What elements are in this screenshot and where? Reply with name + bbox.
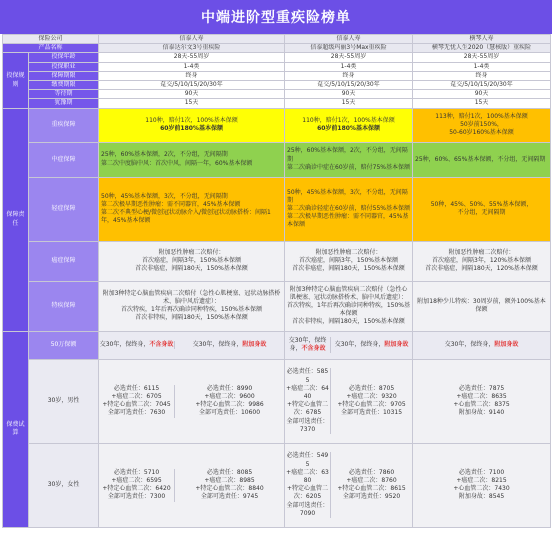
cancer-cell [285, 241, 413, 281]
section-premium: 保费试算 [3, 331, 29, 527]
premium-line: 必选责任：5710 [113, 468, 160, 476]
premium-split [99, 385, 284, 418]
premium-line: 必选责任：7100 [458, 468, 505, 476]
plan-header [331, 337, 412, 353]
premium-line: 全部可选责任：7630 [107, 409, 166, 417]
company-name: 横琴人寿 [413, 35, 551, 44]
cell-line: 附加恶性肿瘤二次赔付： [448, 248, 515, 256]
rule-value: 90天 [413, 90, 551, 99]
premium-cell [99, 443, 285, 527]
plan-header-main: 交30年，保终身， [444, 341, 495, 349]
cell-line: 25种，60%基本保额，2次，不分组，无间隔期 [287, 147, 408, 163]
premium-line: +癌症二次：8985 [204, 476, 255, 484]
premium-subcell [175, 385, 284, 418]
plan-header [285, 337, 331, 353]
critical-cell [285, 108, 413, 142]
plan-header-text [100, 341, 174, 349]
product-name: 信泰超级玛丽3号Max重疾险 [285, 44, 413, 53]
plan-header-split [285, 337, 412, 353]
premium-plan-header [285, 331, 413, 359]
premium-amount-label: 50万保额 [29, 331, 99, 359]
premium-line: +癌症二次：9320 [346, 392, 397, 400]
premium-line: +特定心血管二次：8840 [195, 485, 264, 493]
premium-plan-header [99, 331, 285, 359]
plan-header-note: 附加身故 [384, 341, 409, 349]
rule-value: 终身 [99, 71, 285, 80]
premium-line: +特定心血管二次：6420 [102, 485, 171, 493]
plan-header-main: 交30年，保终身， [288, 336, 327, 353]
premium-line: 必选责任：7860 [348, 468, 395, 476]
plan-header-note: 不含身故 [149, 341, 174, 349]
premium-subcell [99, 469, 175, 502]
special-cell [285, 281, 413, 331]
cancer-cell [99, 241, 285, 281]
section-coverage: 保障责任 [3, 108, 29, 331]
cell-line: 首次癌症，间隔3年，120%基本保额 [432, 257, 531, 265]
premium-subcell [331, 452, 412, 518]
plan-header-note: 附加身故 [242, 341, 267, 349]
cell-line: 第二次中度脑中风：首次中风，间隔一年，60%基本保额 [101, 159, 253, 167]
cell-line: 110种，赔付1次，100%基本保额 [302, 116, 395, 124]
mild-cell [285, 177, 413, 241]
premium-line: +特定心血管二次：9986 [195, 401, 264, 409]
cell-line: 附加3种特定心脑血管疾病二次赔付（急性心肌梗塞、冠状动脉搭桥术、脑中风后遗症）： [289, 285, 408, 301]
cell-line: 25种，60%、65%基本保额，不分组，无间隔期 [415, 155, 546, 163]
premium-line: +癌症二次：6380 [286, 468, 329, 484]
coverage-label-critical: 重疾保障 [29, 108, 99, 142]
cell-line: 首次非癌症，间隔180天，150%基本保额 [135, 265, 248, 273]
product-name: 信泰达尔文3号重疾险 [99, 44, 285, 53]
cell-line: 50种，45%基本保额，3次，不分组，无间隔期 [287, 188, 408, 204]
rule-value: 趸交/5/10/15/20/30年 [99, 81, 285, 90]
coverage-label-cancer: 癌症保障 [29, 241, 99, 281]
premium-line: 附加身故：9140 [458, 409, 505, 417]
premium-line: 必选责任：7875 [458, 384, 505, 392]
plan-header-main: 交30年，保终身， [99, 341, 150, 349]
plan-header-text [335, 341, 409, 349]
cell-line: 25种，60%基本保额，2次，不分组，无间隔期 [101, 151, 228, 159]
special-cell [99, 281, 285, 331]
cell-line: 首次癌症，间隔3年，150%基本保额 [142, 257, 241, 265]
premium-cell [99, 359, 285, 443]
coverage-label-special: 特疾保障 [29, 281, 99, 331]
cell-line: 附加恶性肿瘤二次赔付： [158, 248, 225, 256]
rule-label: 等待期 [29, 90, 99, 99]
premium-line: +癌症二次：8215 [456, 476, 507, 484]
premium-line: +癌症二次：8760 [346, 476, 397, 484]
premium-line: +心血管二次：8375 [453, 401, 510, 409]
coverage-label-mild: 轻症保障 [29, 177, 99, 241]
premium-line: 全部可选责任：10600 [198, 409, 261, 417]
cell-line: 50种，45%基本保额，3次，不分组，无间隔期 [101, 192, 228, 200]
special-cell [413, 281, 551, 331]
premium-line: 全部可选责任：9520 [342, 493, 401, 501]
cell-line: 50-60岁160%基本保额 [449, 129, 514, 137]
premium-subcell [99, 385, 175, 418]
rule-value: 趸交/5/10/15/20/30年 [413, 81, 551, 90]
premium-line: +特定心血管二次：7045 [102, 401, 171, 409]
mild-cell [413, 177, 551, 241]
cell-line: 首次非特疾，间隔180天，150%基本保额 [292, 318, 405, 326]
rule-label: 保障期限 [29, 71, 99, 80]
premium-split [285, 452, 412, 518]
rule-value: 28天-55周岁 [413, 53, 551, 62]
premium-row-label: 30岁，男性 [29, 359, 99, 443]
cell-line: 第二次确诊中症在60岁前，赔付75%基本保额 [287, 163, 410, 171]
premium-line: 附加身故：8545 [458, 493, 505, 501]
premium-subcell [285, 452, 331, 518]
plan-header-text [193, 341, 267, 349]
rule-value: 终身 [413, 71, 551, 80]
premium-subcell [285, 368, 331, 434]
rule-value: 90天 [285, 90, 413, 99]
plan-header [175, 341, 284, 349]
critical-cell [99, 108, 285, 142]
rule-label: 投保年龄 [29, 53, 99, 62]
premium-line: +特定心血管二次：6205 [287, 485, 329, 501]
premium-cell [413, 443, 551, 527]
premium-line: +特定心血管二次：8615 [337, 485, 406, 493]
premium-line: +癌症二次：6440 [286, 384, 329, 400]
premium-plan-header [413, 331, 551, 359]
cell-line: 附加18种少儿特疾：30周岁前，额外100%基本保额 [417, 297, 546, 314]
plan-header-text [285, 337, 330, 353]
product-header-label: 产品名称 [3, 44, 99, 53]
cell-line: 第二次极早期恶性肿瘤：需不同器官，45%基本保额 [287, 213, 409, 229]
premium-line: +癌症二次：9600 [204, 392, 255, 400]
rule-value: 28天-55周岁 [285, 53, 413, 62]
premium-split [99, 469, 284, 502]
moderate-cell [99, 142, 285, 177]
moderate-cell [413, 142, 551, 177]
premium-line: +癌症二次：8635 [456, 392, 507, 400]
premium-line: +特定心血管二次：6785 [287, 401, 329, 417]
premium-cell [285, 443, 413, 527]
cell-line: 60岁前180%基本保额 [317, 125, 380, 133]
rule-value: 终身 [285, 71, 413, 80]
cell-line: 113种，赔付1次，100%基本保额 [435, 112, 528, 120]
rule-value: 1-4类 [285, 62, 413, 71]
premium-line: +心血管二次：7430 [453, 485, 510, 493]
cell-line: 60岁前180%基本保额 [160, 125, 223, 133]
premium-line: 全部可选责任：10315 [340, 409, 403, 417]
premium-cell [285, 359, 413, 443]
rule-value: 15天 [413, 99, 551, 108]
premium-line: +特定心血管二次：9705 [337, 401, 406, 409]
cell-line: 110种，赔付1次，100%基本保额 [145, 116, 238, 124]
product-name: 横琴无忧人生2020（慧核版）重疾险 [413, 44, 551, 53]
premium-subcell [175, 469, 284, 502]
cell-line: 首次非癌症，间隔180天，120%基本保额 [425, 265, 538, 273]
cell-line: 第二次不典型心梗/微创冠状动脉介入/微创冠状动脉搭桥：间隔1年，45%基本保额 [101, 209, 271, 225]
premium-line: 必选责任：8705 [348, 384, 395, 392]
premium-line: 必选责任：8990 [206, 384, 253, 392]
premium-subcell [331, 368, 412, 434]
premium-line: 必选责任：6115 [113, 384, 160, 392]
cancer-cell [413, 241, 551, 281]
plan-header-main: 交30年，保终身， [192, 341, 243, 349]
coverage-label-moderate: 中症保障 [29, 142, 99, 177]
rule-label: 犹豫期 [29, 99, 99, 108]
moderate-cell [285, 142, 413, 177]
cell-line: 第二次确诊轻症在60岁前，赔付55%基本保额 [287, 205, 410, 213]
rule-label: 缴费期限 [29, 81, 99, 90]
premium-split [285, 368, 412, 434]
company-name: 信泰人寿 [99, 35, 285, 44]
premium-line: 全部可选责任：7370 [286, 417, 329, 433]
plan-header [99, 341, 175, 349]
rule-value: 趸交/5/10/15/20/30年 [285, 81, 413, 90]
plan-header-split [99, 341, 284, 349]
cell-line: 附加3种特定心脑血管疾病二次赔付（急性心肌梗塞、冠状动脉搭桥术、脑中风后遗症）： [102, 289, 281, 305]
premium-line: 全部可选责任：9745 [200, 493, 259, 501]
cell-line: 首次特疾，1年后再次确诊同种特疾，150%基本保额 [121, 306, 262, 314]
cell-line: 50岁前150%， [460, 121, 503, 129]
rule-value: 90天 [99, 90, 285, 99]
premium-line: +癌症二次：6595 [111, 476, 162, 484]
premium-row-label: 30岁，女性 [29, 443, 99, 527]
cell-line: 首次非癌症，间隔180天，150%基本保额 [292, 265, 405, 273]
premium-cell [413, 359, 551, 443]
cell-line: 首次癌症，间隔3年，150%基本保额 [299, 257, 398, 265]
plan-header-note: 附加身故 [494, 341, 519, 349]
company-header-label: 保险公司 [3, 35, 99, 44]
page-title: 中端进阶型重疾险榜单 [0, 0, 552, 34]
cell-line: 不分组，无间隔期 [457, 209, 506, 217]
rule-value: 28天-55周岁 [99, 53, 285, 62]
mild-cell [99, 177, 285, 241]
premium-line: 必选责任：8085 [206, 468, 253, 476]
comparison-table [2, 34, 551, 528]
premium-line: 必选责任：5855 [286, 368, 329, 384]
premium-line: 全部可选责任：7300 [107, 493, 166, 501]
section-rules: 投保规则 [3, 53, 29, 108]
rule-value: 15天 [99, 99, 285, 108]
cell-line: 首次特疾，1年后再次确诊同种特疾，150%基本保额 [287, 302, 410, 318]
plan-header-main: 交30年，保终身， [334, 341, 385, 349]
premium-line: +癌症二次：6705 [111, 392, 162, 400]
cell-line: 首次非特疾，间隔180天，150%基本保额 [135, 314, 248, 322]
cell-line: 附加恶性肿瘤二次赔付： [315, 248, 382, 256]
plan-header-note: 不含身故 [301, 345, 326, 353]
cell-line: 第二次极早期恶性肿瘤：需不同器官，45%基本保额 [101, 200, 241, 208]
company-name: 信泰人寿 [285, 35, 413, 44]
premium-line: 全部可选责任：7090 [286, 501, 329, 517]
critical-cell [413, 108, 551, 142]
cell-line: 50种，45%、50%、55%基本保额， [430, 200, 533, 208]
rule-label: 投保职业 [29, 62, 99, 71]
premium-line: 必选责任：5495 [286, 452, 329, 468]
rule-value: 1-4类 [413, 62, 551, 71]
rule-value: 1-4类 [99, 62, 285, 71]
rule-value: 15天 [285, 99, 413, 108]
